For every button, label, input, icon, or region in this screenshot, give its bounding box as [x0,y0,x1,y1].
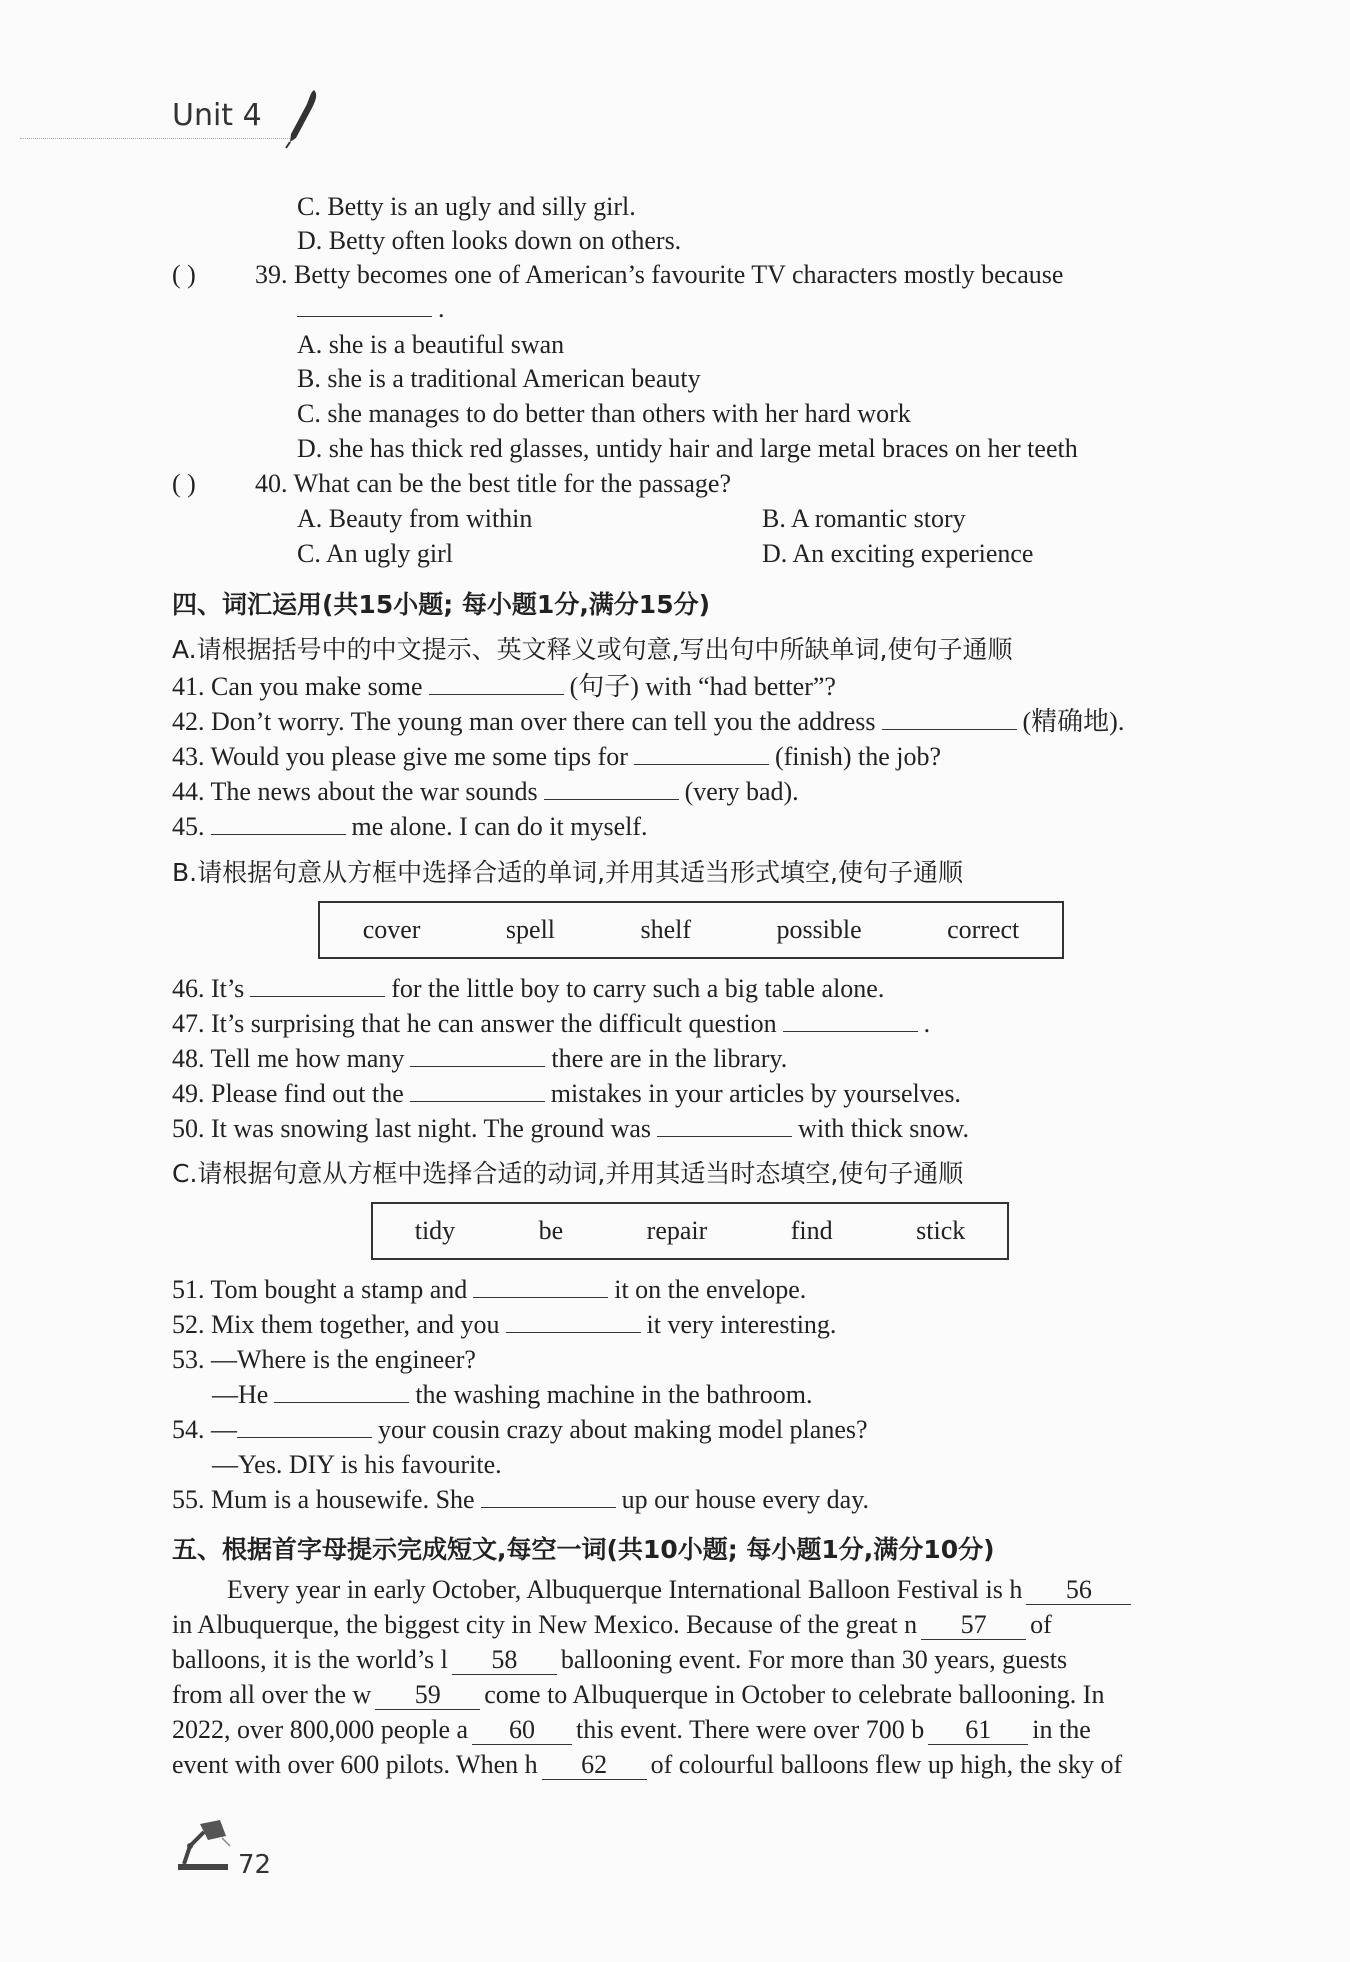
section4-partC-instructions: C.请根据句意从方框中选择合适的动词,并用其适当时态填空,使句子通顺 [172,1159,964,1188]
passage-text: 2022, over 800,000 people a [172,1715,469,1744]
unit-header: Unit 4 [172,98,262,133]
q42 [172,705,1124,739]
q52-blank[interactable] [506,1308,641,1333]
q50-text-end: with thick snow. [798,1114,969,1143]
q45-text: me alone. I can do it myself. [351,812,648,841]
q53-blank[interactable] [274,1378,409,1403]
q46-text: 46. It’s [172,974,245,1003]
q54-reply: —Yes. DIY is his favourite. [212,1450,502,1479]
q40-option-a: A. Beauty from within [297,504,533,533]
pen-icon [278,86,322,152]
q47-period: . [923,1009,931,1038]
q53: 53. —Where is the engineer? [172,1345,476,1374]
q39-option-d: D. she has thick red glasses, untidy hair and large metal braces on her teeth [297,434,1078,463]
q55-text-end: up our house every day. [621,1485,869,1514]
passage-text: come to Albuquerque in October to celebrate ballooning. In [484,1680,1105,1709]
passage-blank-58[interactable]: 58 [452,1646,557,1675]
q39-answer-bracket[interactable]: ( ) [172,260,196,289]
q47-blank[interactable] [783,1007,918,1032]
q45 [172,810,648,844]
passage-blank-61[interactable]: 61 [928,1716,1028,1745]
passage-text: Every year in early October, Albuquerque International Balloon Festival is h [227,1575,1023,1604]
q40-option-c: C. An ugly girl [297,539,454,568]
q42-blank[interactable] [882,705,1017,730]
q40-option-b: B. A romantic story [762,504,966,533]
q39-option-a: A. she is a beautiful swan [297,330,565,359]
q47-text: 47. It’s surprising that he can answer the difficult question [172,1009,777,1038]
section4-partA-instructions: A.请根据括号中的中文提示、英文释义或句意,写出句中所缺单词,使句子通顺 [172,635,1013,664]
q52 [172,1308,836,1342]
q50 [172,1112,969,1146]
q46-blank[interactable] [250,972,385,997]
word-box-B-item: spell [505,915,556,944]
q53-speaker: —He [212,1380,269,1409]
q53-text-end: the washing machine in the bathroom. [415,1380,813,1409]
q42-text: 42. Don’t worry. The young man over there can tell you the address [172,707,876,736]
passage-blank-59[interactable]: 59 [375,1681,480,1710]
word-box-B-item: correct [947,915,1020,944]
section4-partB-instructions: B.请根据句意从方框中选择合适的单词,并用其适当形式填空,使句子通顺 [172,858,963,887]
word-box-B-item: cover [362,915,421,944]
q44-text: 44. The news about the war sounds [172,777,538,806]
q49-text-end: mistakes in your articles by yourselves. [550,1079,961,1108]
q40-option-d: D. An exciting experience [762,539,1034,568]
passage-blank-57[interactable]: 57 [921,1611,1026,1640]
q46-text-end: for the little boy to carry such a big table alone. [391,974,885,1003]
q55-blank[interactable] [481,1483,616,1508]
header-rule [20,138,290,139]
q55 [172,1483,869,1517]
word-box-C-item: repair [646,1216,708,1245]
passage-text: event with over 600 pilots. When h [172,1750,538,1779]
word-box-B-item: possible [776,915,862,944]
passage-line-2 [172,1607,1052,1642]
passage-text: ballooning event. For more than 30 years, guests [560,1645,1068,1674]
passage-blank-62[interactable]: 62 [542,1751,647,1780]
passage-line-1 [227,1572,1135,1607]
q48-text: 48. Tell me how many [172,1044,405,1073]
q43 [172,740,941,774]
q39-stem-continued [297,292,445,326]
q52-text: 52. Mix them together, and you [172,1310,500,1339]
q51-text-end: it on the envelope. [614,1275,807,1304]
q41 [172,670,836,704]
q44-blank[interactable] [544,775,679,800]
q54-text: your cousin crazy about making model planes? [378,1415,868,1444]
passage-text: of [1030,1610,1052,1639]
q54-number: 54. — [172,1415,237,1444]
q45-number: 45. [172,812,205,841]
q54 [172,1413,868,1447]
passage-blank-60[interactable]: 60 [472,1716,572,1745]
q39-option-c: C. she manages to do better than others with her hard work [297,399,911,428]
q46 [172,972,884,1006]
q43-hint: (finish) the job? [774,742,942,771]
passage-line-5 [172,1712,1091,1747]
q49-text: 49. Please find out the [172,1079,404,1108]
q39-period: . [438,294,445,323]
passage-line-6 [172,1747,1122,1782]
passage-text: in the [1032,1715,1091,1744]
q49-blank[interactable] [410,1077,545,1102]
passage-text: balloons, it is the world’s l [172,1645,448,1674]
q55-text: 55. Mum is a housewife. She [172,1485,475,1514]
word-box-C-item: stick [916,1216,966,1245]
section5-title: 五、根据首字母提示完成短文,每空一词(共10小题; 每小题1分,满分10分) [172,1535,995,1564]
q39-option-b: B. she is a traditional American beauty [297,364,701,393]
passage-text: in Albuquerque, the biggest city in New Mexico. Because of the great n [172,1610,918,1639]
q39-blank[interactable] [297,292,432,317]
q50-text: 50. It was snowing last night. The ground was [172,1114,652,1143]
q41-text: 41. Can you make some [172,672,423,701]
q48-text-end: there are in the library. [551,1044,788,1073]
q49 [172,1077,961,1111]
q51 [172,1273,806,1307]
passage-blank-56[interactable]: 56 [1026,1576,1131,1605]
q48 [172,1042,787,1076]
section4-title: 四、词汇运用(共15小题; 每小题1分,满分15分) [172,590,711,619]
q40-answer-bracket[interactable]: ( ) [172,469,196,498]
q43-blank[interactable] [634,740,769,765]
q44-hint: (very bad). [684,777,799,806]
word-box-C [371,1202,1009,1260]
q41-blank[interactable] [429,670,564,695]
q43-text: 43. Would you please give me some tips for [172,742,628,771]
passage-text: this event. There were over 700 b [576,1715,925,1744]
passage-line-3 [172,1642,1067,1677]
desk-lamp-icon [174,1818,234,1872]
q51-text: 51. Tom bought a stamp and [172,1275,468,1304]
q42-hint: (精确地). [1022,707,1125,736]
passage-line-4 [172,1677,1104,1712]
q54-blank[interactable] [237,1413,372,1438]
q53-answer-line [212,1378,812,1412]
q48-blank[interactable] [410,1042,545,1067]
word-box-C-item: find [790,1216,833,1245]
q44 [172,775,799,809]
q39-stem: 39. Betty becomes one of American’s favourite TV characters mostly because [255,260,1064,289]
q47 [172,1007,930,1041]
q41-hint: (句子) with “had better”? [569,672,836,701]
page-number: 72 [238,1850,272,1880]
q45-blank[interactable] [211,810,346,835]
passage-text: from all over the w [172,1680,372,1709]
word-box-B-item: shelf [640,915,691,944]
passage-text: of colourful balloons flew up high, the sky of [650,1750,1123,1779]
q50-blank[interactable] [657,1112,792,1137]
q51-blank[interactable] [473,1273,608,1298]
word-box-C-item: tidy [414,1216,456,1245]
q38-option-c: C. Betty is an ugly and silly girl. [297,192,636,221]
word-box-B [318,901,1064,959]
word-box-C-item: be [538,1216,564,1245]
q40-stem: 40. What can be the best title for the passage? [255,469,732,498]
q52-text-end: it very interesting. [646,1310,837,1339]
q38-option-d: D. Betty often looks down on others. [297,226,682,255]
